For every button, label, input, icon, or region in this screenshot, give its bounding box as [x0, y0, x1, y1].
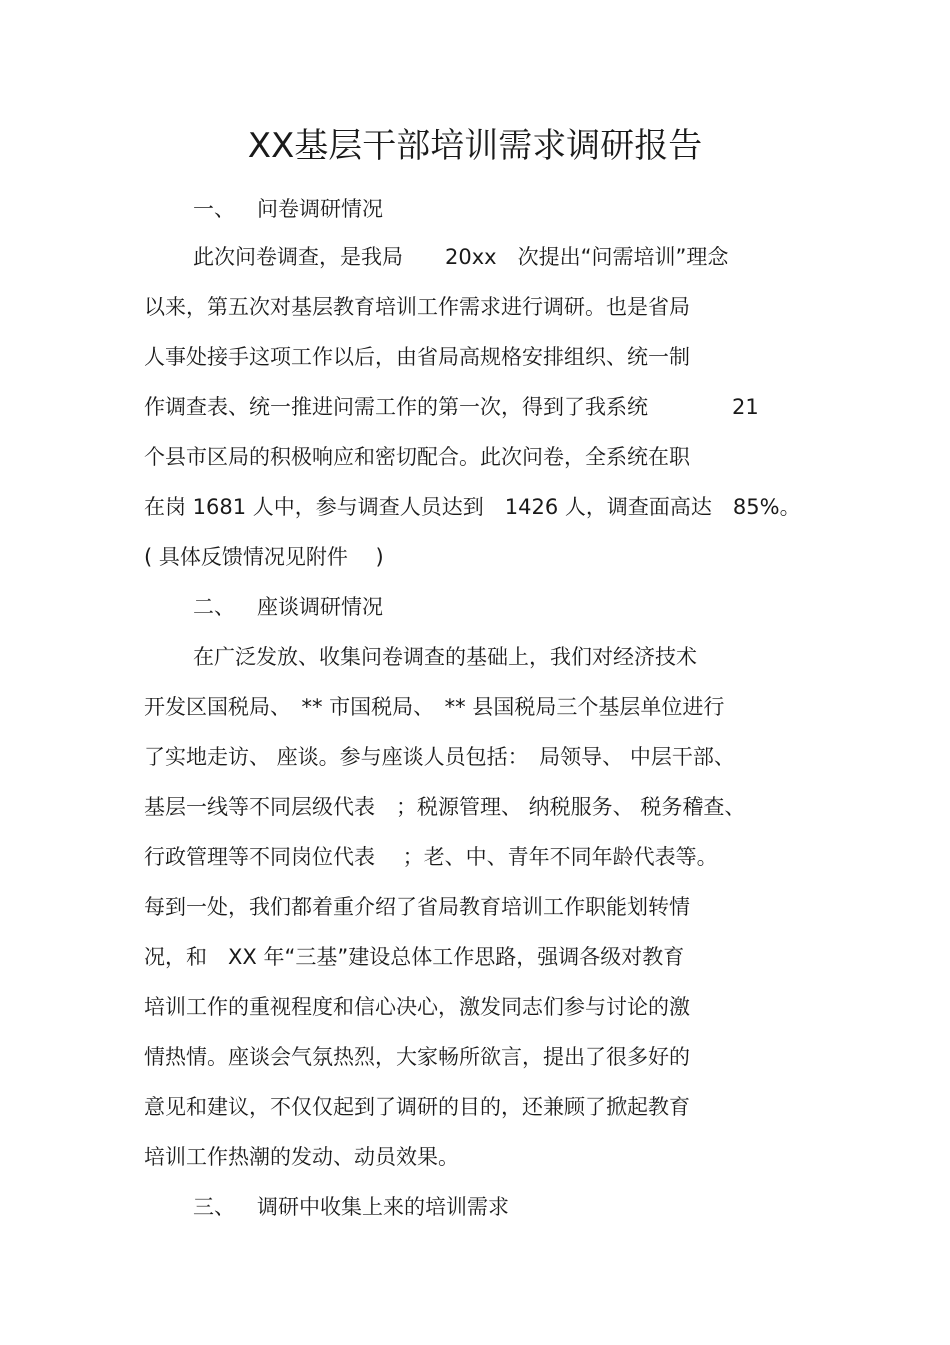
section-heading-1 — [193, 194, 383, 224]
paragraph-line: 情热情。座谈会气氛热烈，大家畅所欲言，提出了很多好的 — [144, 1045, 690, 1069]
paragraph-line: 在广泛发放、收集问卷调查的基础上，我们对经济技术 — [193, 645, 697, 669]
section-title: 座谈调研情况 — [257, 595, 383, 619]
paragraph-line: 每到一处，我们都着重介绍了省局教育培训工作职能划转情 — [144, 895, 690, 919]
paragraph-line: 培训工作热潮的发动、动员效果。 — [144, 1145, 459, 1169]
section-number: 二、 — [193, 595, 235, 619]
section-title: 调研中收集上来的培训需求 — [257, 1195, 509, 1219]
paragraph-line: 人事处接手这项工作以后，由省局高规格安排组织、统一制 — [144, 345, 690, 369]
document-title: XX基层干部培训需求调研报告 — [247, 126, 703, 166]
paragraph-line: 况，和 XX 年“三基”建设总体工作思路，强调各级对教育 — [144, 945, 685, 969]
paragraph-line: 以来，第五次对基层教育培训工作需求进行调研。也是省局 — [144, 295, 690, 319]
paragraph-line: 在岗 1681 人中，参与调查人员达到 1426 人，调查面高达 85%。 — [144, 495, 801, 519]
section-heading-2 — [193, 592, 383, 622]
paragraph-line: 基层一线等不同层级代表 ；税源管理、 纳税服务、 税务稽查、 — [144, 795, 746, 819]
section-title: 问卷调研情况 — [257, 197, 383, 221]
section-heading-3 — [193, 1192, 509, 1222]
section-number: 三、 — [193, 1195, 235, 1219]
paragraph-line: 意见和建议，不仅仅起到了调研的目的，还兼顾了掀起教育 — [144, 1095, 690, 1119]
paragraph-line: 行政管理等不同岗位代表 ；老、中、青年不同年龄代表等。 — [144, 845, 718, 869]
paragraph-line: 了实地走访、 座谈。参与座谈人员包括： 局领导、 中层干部、 — [144, 745, 735, 769]
section-number: 一、 — [193, 197, 235, 221]
paragraph-line: 开发区国税局、 ** 市国税局、 ** 县国税局三个基层单位进行 — [144, 695, 725, 719]
paragraph-line: 培训工作的重视程度和信心决心，激发同志们参与讨论的激 — [144, 995, 690, 1019]
paragraph-line: 此次问卷调查，是我局 20xx 次提出“问需培训”理念 — [193, 245, 729, 269]
paragraph-line: 作调查表、统一推进问需工作的第一次，得到了我系统 21 — [144, 395, 759, 419]
paragraph-line: 个县市区局的积极响应和密切配合。此次问卷，全系统在职 — [144, 445, 690, 469]
paragraph-line: ( 具体反馈情况见附件 ) — [144, 545, 384, 569]
